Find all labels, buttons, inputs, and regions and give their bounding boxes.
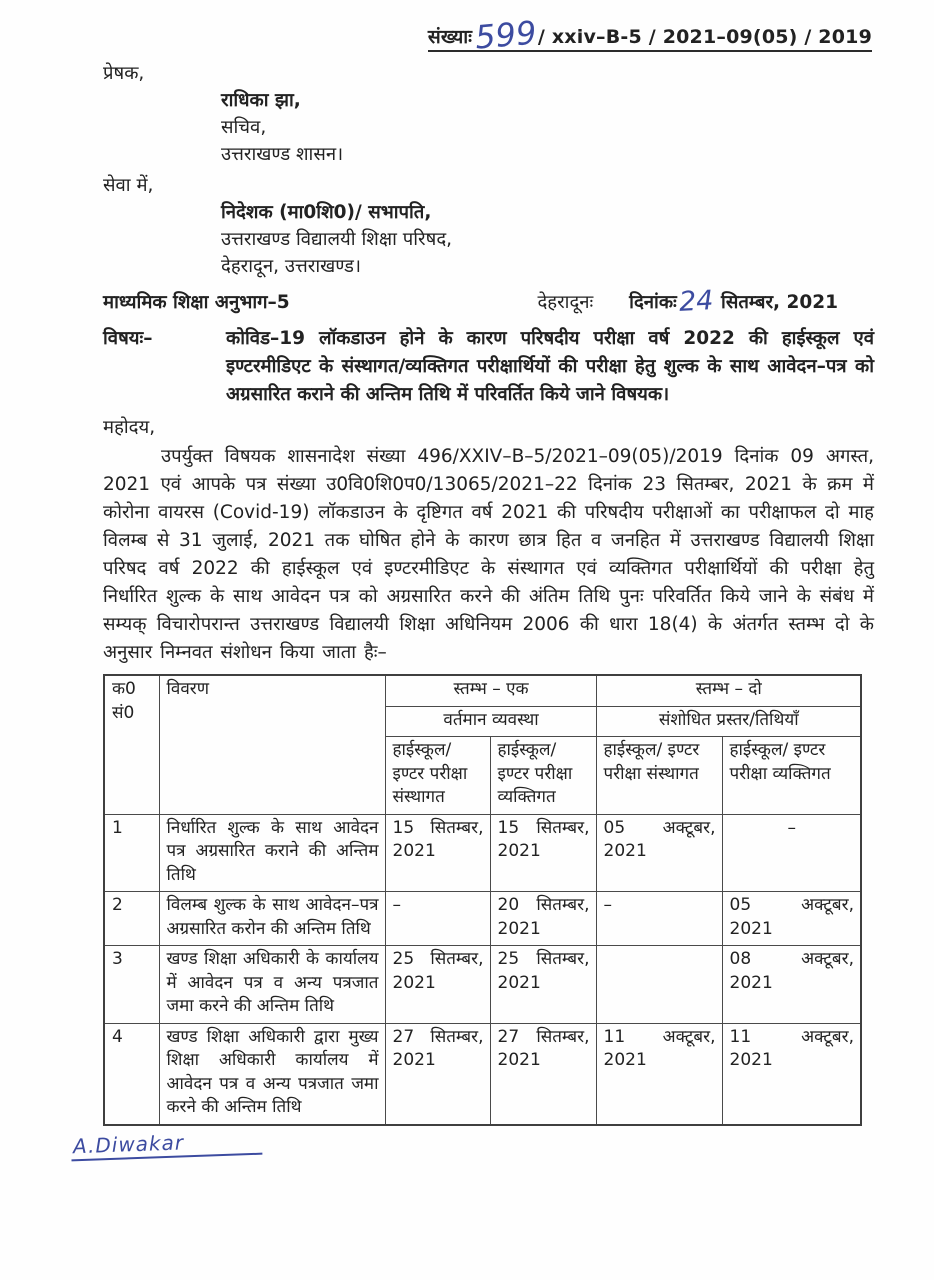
date-cell: 05 अक्टूबर, 2021: [596, 814, 722, 892]
sn-cell: 2: [104, 892, 159, 946]
place-date-line: [537, 285, 838, 318]
reference-number-line: [103, 13, 874, 57]
table-row: [104, 814, 861, 892]
sender-org: उत्तराखण्ड शासन।: [221, 144, 344, 165]
date-cell: 15 सितम्बर, 2021: [385, 814, 490, 892]
to-label: सेवा में,: [103, 175, 154, 196]
ref-suffix: / xxiv–B-5 / 2021–09(05) / 2019: [537, 26, 872, 48]
date-cell: [596, 946, 722, 1024]
sender-name: राधिका झा,: [221, 90, 301, 111]
sn-cell: 1: [104, 814, 159, 892]
subcol-header-individual-1: हाईस्कूल/ इण्टर परीक्षा व्यक्तिगत: [490, 737, 596, 815]
recipient-place: देहरादून, उत्तराखण्ड।: [221, 256, 361, 277]
table-row: [104, 892, 861, 946]
current-arrangement-header: वर्तमान व्यवस्था: [385, 706, 596, 737]
date-text: सितम्बर, 2021: [721, 292, 838, 313]
table-row: [104, 946, 861, 1024]
place-label: देहरादूनः: [537, 292, 594, 313]
date-cell: 27 सितम्बर, 2021: [490, 1023, 596, 1125]
section-date-row: [103, 285, 874, 318]
column-two-group-header: स्तम्भ – दो: [596, 675, 861, 706]
subject-text: कोविड–19 लॉकडाउन होने के कारण परिषदीय परीक्षा वर्ष 2022 की हाईस्कूल एवं इण्टरमीडिएट के संस्थागत/व्यक्तिगत परीक्षार्थियों की परीक्षा हेतु शुल्क के साथ आवेदन–पत्र को अग्रसारित कराने की अन्तिम तिथि में परिवर्तित किये जाने विषयक।: [226, 328, 874, 405]
desc-cell: निर्धारित शुल्क के साथ आवेदन पत्र अग्रसारित कराने की अन्तिम तिथि: [159, 814, 385, 892]
signature-underline: [71, 1127, 263, 1161]
date-cell: 05 अक्टूबर, 2021: [722, 892, 861, 946]
table-row: [104, 1023, 861, 1125]
recipient-block: [221, 199, 874, 280]
sn-header-line1: क0: [112, 679, 136, 699]
subject-row: [103, 325, 874, 409]
handwritten-ref-number: 599: [473, 13, 539, 57]
subcol-header-institutional-1: हाईस्कूल/ इण्टर परीक्षा संस्थागत: [385, 737, 490, 815]
subcol-header-individual-2: हाईस्कूल/ इण्टर परीक्षा व्यक्तिगत: [722, 737, 861, 815]
date-cell: –: [596, 892, 722, 946]
subcol-header-institutional-2: हाईस्कूल/ इण्टर परीक्षा संस्थागत: [596, 737, 722, 815]
recipient-name: निदेशक (मा0शि0)/ सभापति,: [221, 202, 432, 223]
sender-title: सचिव,: [221, 117, 267, 138]
date-cell: 25 सितम्बर, 2021: [385, 946, 490, 1024]
date-cell: 27 सितम्बर, 2021: [385, 1023, 490, 1125]
signature-block: [71, 1131, 874, 1158]
date-cell: 11 अक्टूबर, 2021: [722, 1023, 861, 1125]
date-cell: 20 सितम्बर, 2021: [490, 892, 596, 946]
body-paragraph: उपर्युक्त विषयक शासनादेश संख्या 496/XXIV–B–5/2021–09(05)/2019 दिनांक 09 अगस्त, 2021 एवं आपके पत्र संख्या उ0वि0शि0प0/13065/2021–22 दिनांक 23 सितम्बर, 2021 के क्रम में कोरोना वायरस (Covid-19) लॉकडाउन के दृष्टिगत वर्ष 2021 की परिषदीय परीक्षाओं का परीक्षाफल दो माह विलम्ब से 31 जुलाई, 2021 तक घोषित होने के कारण छात्र हित व जनहित में उत्तराखण्ड विद्यालयी शिक्षा परिषद वर्ष 2022 की हाईस्कूल एवं इण्टरमीडिएट के संस्थागत एवं व्यक्तिगत परीक्षार्थियों की परीक्षा हेतु निर्धारित शुल्क के साथ आवेदन पत्र को अग्रसारित करने की अंतिम तिथि पुनः परिवर्तित किये जाने के संबंध में सम्यक् विचारोपरान्त उत्तराखण्ड विद्यालयी शिक्षा अधिनियम 2006 की धारा 18(4) के अंतर्गत स्तम्भ दो के अनुसार निम्नवत संशोधन किया जाता हैः–: [103, 446, 874, 663]
revised-dates-header: संशोधित प्रस्तर/तिथियाँ: [596, 706, 861, 737]
subject-label: विषयः–: [103, 328, 153, 349]
desc-cell: खण्ड शिक्षा अधिकारी द्वारा मुख्य शिक्षा अधिकारी कार्यालय में आवेदन पत्र व अन्य पत्रजात जमा करने की अन्तिम तिथि: [159, 1023, 385, 1125]
desc-cell: खण्ड शिक्षा अधिकारी के कार्यालय में आवेदन पत्र व अन्य पत्रजात जमा करने की अन्तिम तिथि: [159, 946, 385, 1024]
date-cell: 15 सितम्बर, 2021: [490, 814, 596, 892]
section-heading: माध्यमिक शिक्षा अनुभाग–5: [103, 292, 290, 313]
sn-header-line2: सं0: [112, 702, 135, 723]
handwritten-date: 24: [677, 285, 714, 318]
sn-cell: 3: [104, 946, 159, 1024]
sn-cell: 4: [104, 1023, 159, 1125]
date-cell: 25 सितम्बर, 2021: [490, 946, 596, 1024]
sender-block: [221, 87, 874, 168]
desc-cell: विलम्ब शुल्क के साथ आवेदन–पत्र अग्रसारित करोन की अन्तिम तिथि: [159, 892, 385, 946]
sn-header: [104, 675, 159, 814]
salutation: महोदय,: [103, 417, 156, 438]
schedule-table: [103, 674, 862, 1126]
from-label: प्रेषक,: [103, 63, 145, 84]
column-one-group-header: स्तम्भ – एक: [385, 675, 596, 706]
description-header: विवरण: [159, 675, 385, 814]
handwritten-signature: A.Diwakar: [72, 1129, 185, 1158]
date-label: दिनांकः: [629, 292, 677, 313]
ref-label: संख्याः: [427, 26, 473, 48]
date-cell: 11 अक्टूबर, 2021: [596, 1023, 722, 1125]
date-cell: 08 अक्टूबर, 2021: [722, 946, 861, 1024]
recipient-org: उत्तराखण्ड विद्यालयी शिक्षा परिषद,: [221, 229, 453, 250]
date-cell: –: [385, 892, 490, 946]
table-header-group-row: [104, 675, 861, 706]
date-cell: –: [722, 814, 861, 892]
